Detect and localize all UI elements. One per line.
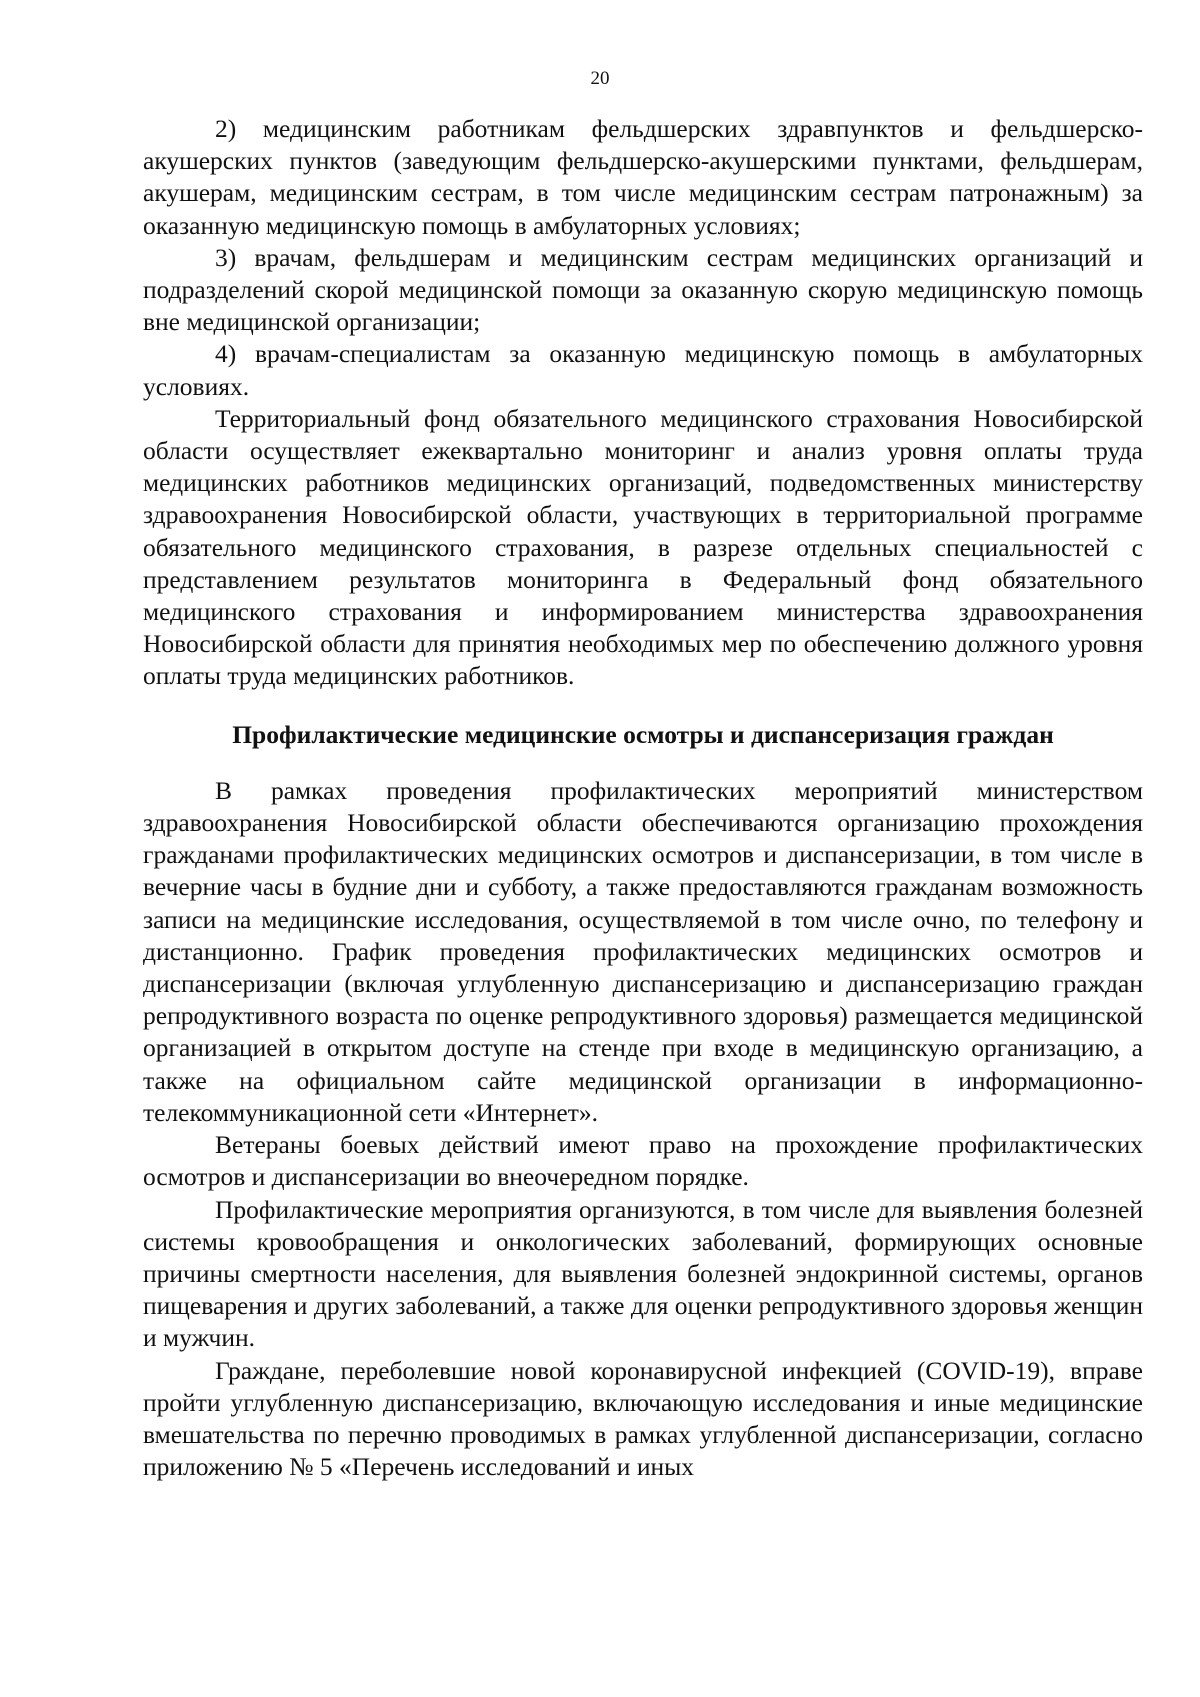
- paragraph-fund-monitoring: Территориальный фонд обязательного медицинского страхования Новосибирской области осуществляет ежеквартально мониторинг и анализ уровня оплаты труда медицинских работников медицинских организаций, подведомственных министерству здравоохранения Новосибирской области, участвующих в территориальной программе обязательного медицинского страхования, в разрезе отдельных специальностей с представлением результатов мониторинга в Федеральный фонд обязательного медицинского страхования и информированием министерства здравоохранения Новосибирской области для принятия необходимых мер по обеспечению должного уровня оплаты труда медицинских работников.: [143, 403, 1143, 691]
- paragraph-item-2: 2) медицинским работникам фельдшерских здравпунктов и фельдшерско-акушерских пунктов (заведующим фельдшерско-акушерскими пунктами, фельдшерам, акушерам, медицинским сестрам, в том числе медицинским сестрам патронажным) за оказанную медицинскую помощь в амбулаторных условиях;: [143, 114, 1143, 240]
- paragraph-covid: Граждане, переболевшие новой коронавирусной инфекцией (COVID-19), вправе пройти углубленную диспансеризацию, включающую исследования и иные медицинские вмешательства по перечню проводимых в рамках углубленной диспансеризации, согласно приложению № 5 «Перечень исследований и иных: [143, 1355, 1143, 1482]
- section-heading: Профилактические медицинские осмотры и диспансеризация граждан: [232, 719, 1054, 749]
- document-content: [143, 113, 1143, 1483]
- page-number: 20: [590, 68, 610, 89]
- paragraph-preventive-measures: В рамках проведения профилактических мероприятий министерством здравоохранения Новосибирской области обеспечиваются организацию прохождения гражданами профилактических медицинских осмотров и диспансеризации, в том числе в вечерние часы в будние дни и субботу, а также предоставляются гражданам возможность записи на медицинские исследования, осуществляемой в том числе очно, по телефону и дистанционно. График проведения профилактических медицинских осмотров и диспансеризации (включая углубленную диспансеризацию и диспансеризацию граждан репродуктивного возраста по оценке репродуктивного здоровья) размещается медицинской организацией в открытом доступе на стенде при входе в медицинскую организацию, а также на официальном сайте медицинской организации в информационно-телекоммуникационной сети «Интернет».: [143, 775, 1143, 1127]
- paragraph-item-3: 3) врачам, фельдшерам и медицинским сестрам медицинских организаций и подразделений скорой медицинской помощи за оказанную скорую медицинскую помощь вне медицинской организации;: [143, 242, 1143, 337]
- paragraph-veterans: Ветераны боевых действий имеют право на прохождение профилактических осмотров и диспансеризации во внеочередном порядке.: [143, 1130, 1143, 1192]
- paragraph-item-4: 4) врачам-специалистам за оказанную медицинскую помощь в амбулаторных условиях.: [143, 339, 1143, 401]
- paragraph-preventive-organization: Профилактические мероприятия организуются, в том числе для выявления болезней системы кровообращения и онкологических заболеваний, формирующих основные причины смертности населения, для выявления болезней эндокринной системы, органов пищеварения и других заболеваний, а также для оценки репродуктивного здоровья женщин и мужчин.: [143, 1194, 1143, 1353]
